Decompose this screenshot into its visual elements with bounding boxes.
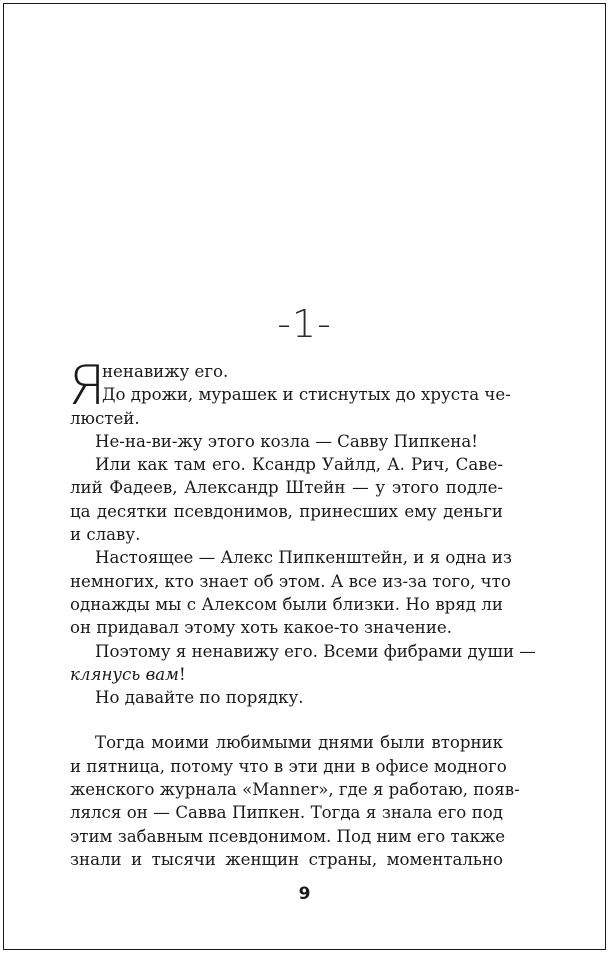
emphasis-text: клянусь вам	[70, 664, 179, 684]
text-line: он придавал этому хоть какое-то значение.	[70, 618, 452, 638]
text-line: ца десятки псевдонимов, принесших ему деньги	[70, 501, 503, 521]
text-line: однажды мы с Алексом были близки. Но вряд ли	[70, 594, 503, 614]
text-line: этим забавным псевдонимом. Под ним его также	[70, 826, 506, 846]
text-line: Поэтому я ненавижу его. Всеми фибрами души —	[95, 641, 536, 661]
text-line: лялся он — Савва Пипкен. Тогда я знала его под	[70, 803, 503, 823]
chapter-title: -1-	[277, 302, 332, 346]
text-line: и славу.	[70, 525, 141, 545]
text-line: женского журнала «Manner», где я работаю, появ-	[70, 780, 520, 800]
text-line: Настоящее — Алекс Пипкенштейн, и я одна из	[95, 548, 512, 568]
text-line: немногих, кто знает об этом. А все из-за того, что	[70, 571, 511, 591]
text-line: люстей.	[70, 408, 140, 428]
text-line	[70, 663, 503, 686]
text-line: Но давайте по порядку.	[95, 688, 304, 708]
body-text	[68, 354, 536, 871]
drop-cap: Я	[68, 354, 106, 417]
text-line: лий Фадеев, Александр Штейн — у этого подле-	[70, 478, 503, 498]
text-line: и пятница, потому что в эти дни в офисе модного	[70, 756, 507, 776]
page-number: 9	[298, 884, 311, 904]
text-line: ненавижу его.	[102, 362, 229, 381]
text-line: Тогда моими любимыми днями были вторник	[95, 733, 503, 753]
section-gap	[70, 709, 503, 731]
text-fragment: !	[178, 664, 186, 684]
text-line: Или как там его. Ксандр Уайлд, А. Рич, Саве-	[95, 455, 503, 475]
text-line: знали и тысячи женщин страны, моментально	[70, 849, 503, 869]
text-line: До дрожи, мурашек и стиснутых до хруста че-	[102, 385, 511, 405]
book-page	[3, 3, 606, 950]
text-line: Не-на-ви-жу этого козла — Савву Пипкена!	[95, 431, 478, 451]
